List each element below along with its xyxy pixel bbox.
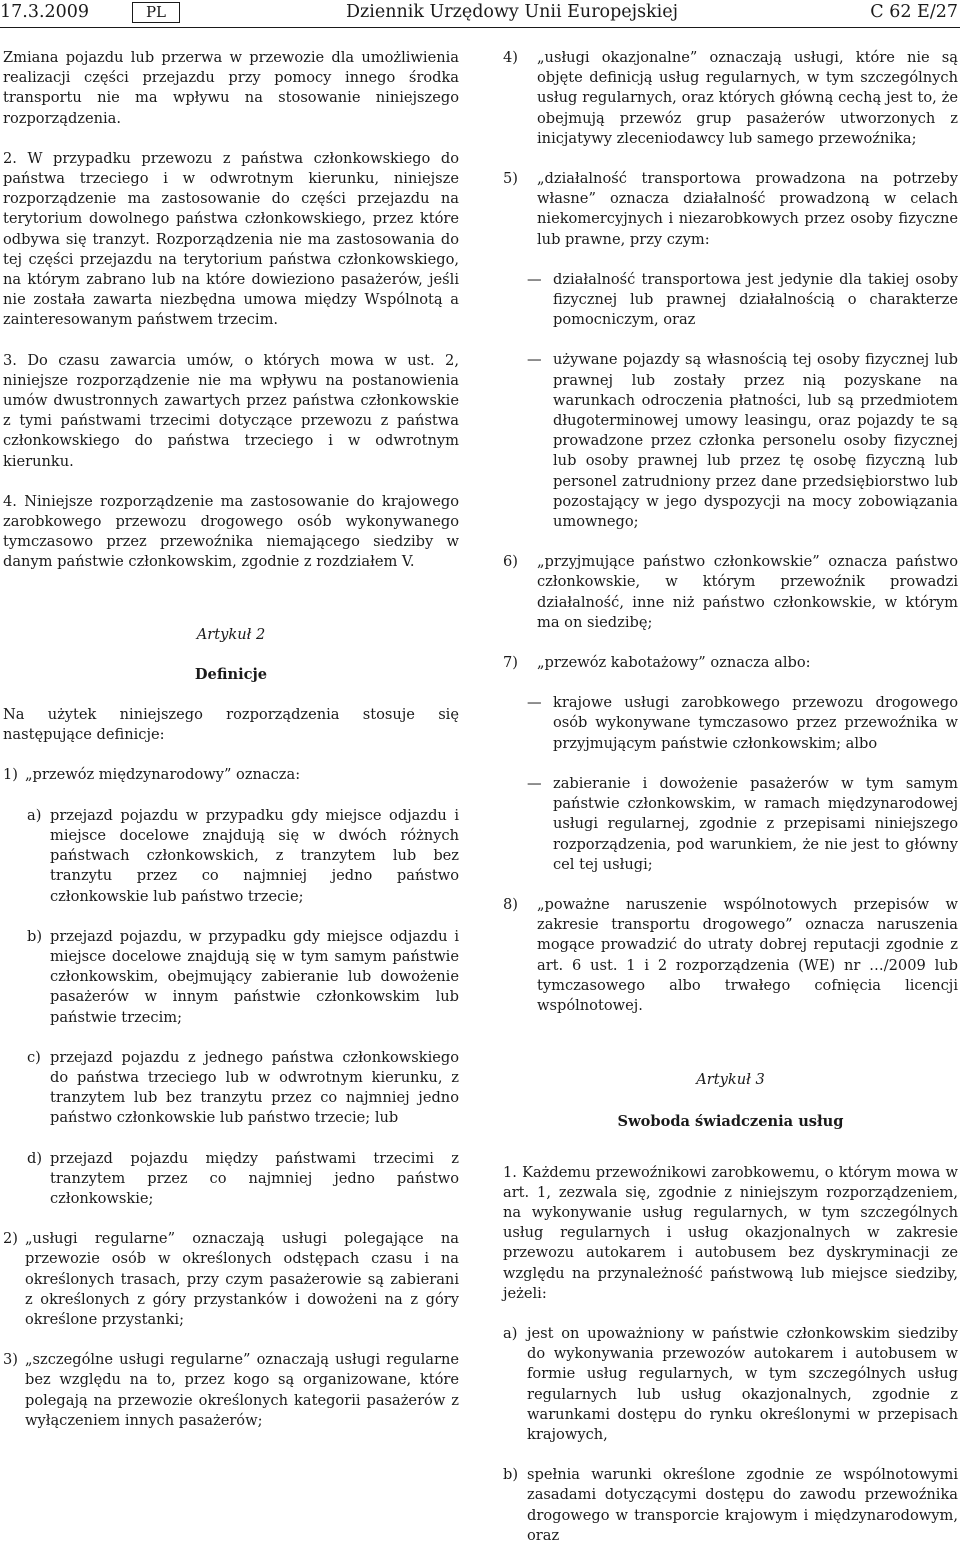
definition-text: „szczególne usługi regularne” oznaczają usługi regularne bez względu na to, przez kogo są organizowane, które polegają na przewozie określonych kategorii pasażerów z wyłączeniem innych pasażerów; bbox=[25, 1351, 459, 1429]
definition-label: 2) bbox=[3, 1230, 18, 1248]
item-label: b) bbox=[503, 1466, 519, 1484]
sub-text: przejazd pojazdu między państwami trzecimi z tranzytem przez co najmniej jedno państwo członkowskie; bbox=[50, 1149, 459, 1207]
right-column bbox=[503, 48, 958, 1546]
article-3-title: Swoboda świadczenia usług bbox=[617, 1113, 844, 1131]
definition-8 bbox=[503, 895, 958, 1016]
journal-number: C 62 E/27 bbox=[870, 2, 958, 22]
definition-text: „usługi regularne” oznaczają usługi polegające na przewozie osób w określonych odstępach czasu i na określonych trasach, przy czym pasażerowie są zabierani z określonych z góry przystanków i dowożeni na z góry określone przystanki; bbox=[25, 1230, 459, 1328]
sub-text: przejazd pojazdu z jednego państwa członkowskiego do państwa trzeciego lub w odwrotnym kierunku, z tranzytem lub bez tranzytu przez co najmniej jedno państwo członkowskie lub państwo trzecie; lub bbox=[50, 1048, 459, 1127]
definition-text: „przewóz kabotażowy” oznacza albo: bbox=[537, 654, 811, 672]
article-3-number: Artykuł 3 bbox=[696, 1071, 765, 1089]
definition-7-dash-2 bbox=[527, 774, 958, 875]
journal-title: Dziennik Urzędowy Unii Europejskiej bbox=[346, 2, 679, 22]
definition-1-sub-a bbox=[27, 806, 459, 907]
definition-1-sub-b bbox=[27, 927, 459, 1028]
definition-text: „działalność transportowa prowadzona na potrzeby własne” oznacza działalność prowadzoną w celach niekomercyjnych i niezarobkowych przez osoby fizyczne lub prawne, przy czym: bbox=[537, 170, 958, 248]
definition-1-sub-d bbox=[27, 1149, 459, 1210]
definition-text: „usługi okazjonalne” oznaczają usługi, które nie są objęte definicją usług regularnych, w tym szczególnych usług regularnych, oraz których główną cechą jest to, że obejmują przewóz grup pasażerów utworzonych z inicjatywy zleceniodawcy lub samego przewoźnika; bbox=[537, 49, 958, 147]
sub-label: a) bbox=[27, 806, 42, 824]
sub-label: b) bbox=[27, 927, 43, 945]
definition-text: „przyjmujące państwo członkowskie” oznacza państwo członkowskie, w którym przewoźnik prowadzi działalność, inne niż państwo członkowskie, w którym ma on siedzibę; bbox=[537, 553, 958, 631]
dash-label: — bbox=[527, 774, 542, 792]
definition-label: 6) bbox=[503, 553, 518, 571]
dash-label: — bbox=[527, 351, 542, 369]
paragraph-4: 4. Niniejsze rozporządzenie ma zastosowanie do krajowego zarobkowego przewozu drogowego osób wykonywanego tymczasowo przez przewoźnika niemającego siedziby w danym państwie członkowskim, zgodnie z rozdziałem V. bbox=[3, 492, 459, 571]
definition-1 bbox=[3, 765, 459, 785]
definition-5-dash-2 bbox=[527, 350, 958, 532]
definition-label: 8) bbox=[503, 895, 518, 913]
article-3-item-a bbox=[503, 1324, 958, 1445]
definition-1-sub-c bbox=[27, 1048, 459, 1129]
language-box: PL bbox=[132, 2, 180, 23]
paragraph-3: 3. Do czasu zawarcia umów, o których mowa w ust. 2, niniejsze rozporządzenie nie ma wpływu na postanowienia umów dwustronnych zawartych przez państwa członkowskie z tymi państwami trzecimi dotyczące przewozu z państwa członkowskiego do państwa trzeciego i w odwrotnym kierunku. bbox=[3, 351, 459, 470]
dash-label: — bbox=[527, 694, 542, 712]
item-text: jest on upoważniony w państwie członkowskim siedziby do wykonywania przewozów autokarem i autobusem w formie usług regularnych, w tym szczególnych usług regularnych lub usług okazjonalnych, zgodnie z warunkami dostępu do rynku określonymi w przepisach krajowych, bbox=[527, 1324, 958, 1443]
item-label: a) bbox=[503, 1324, 518, 1342]
definition-7-dash-1 bbox=[527, 693, 958, 754]
dash-text: zabieranie i dowożenie pasażerów w tym samym państwie członkowskim, w ramach międzynarodowej usługi regularnej, zgodnie z przepisami niniejszego rozporządzenia, pod warunkiem, że nie jest to główny cel tej usługi; bbox=[553, 774, 958, 873]
definitions-lead: Na użytek niniejszego rozporządzenia stosuje się następujące definicje: bbox=[3, 706, 459, 744]
article-3-paragraph-1: 1. Każdemu przewoźnikowi zarobkowemu, o którym mowa w art. 1, zezwala się, zgodnie z niniejszym rozporządzeniem, na wykonywanie usług regularnych, w tym szczególnych usług regularnych i usług okazjonalnych w zakresie przewozu autokarem i autobusem bez dyskryminacji ze względu na przynależność państwową lub miejsce siedziby, jeżeli: bbox=[503, 1163, 958, 1302]
sub-text: przejazd pojazdu w przypadku gdy miejsce odjazdu i miejsce docelowe znajdują się w dwóch różnych państwach członkowskich, z tranzytem lub bez tranzytu przez co najmniej jedno państwo członkowskie lub państwo trzecie; bbox=[50, 806, 459, 905]
article-2-number: Artykuł 2 bbox=[196, 625, 266, 643]
definition-label: 7) bbox=[503, 654, 518, 672]
dash-text: krajowe usługi zarobkowego przewozu drogowego osób wykonywane tymczasowo przez przewoźnika w przyjmującym państwie członkowskim; albo bbox=[553, 694, 958, 752]
article-2-title: Definicje bbox=[194, 665, 268, 683]
intro-paragraph: Zmiana pojazdu lub przerwa w przewozie dla umożliwienia realizacji części przejazdu przy pomocy innego środka transportu nie ma wpływu na stosowanie niniejszego rozporządzenia. bbox=[3, 49, 459, 127]
sub-text: przejazd pojazdu, w przypadku gdy miejsce odjazdu i miejsce docelowe znajdują się w tym samym państwie członkowskim, obejmujący zabieranie lub dowożenie pasażerów w innym państwie członkowskim lub państwie trzecim; bbox=[50, 927, 459, 1026]
page-header bbox=[0, 0, 960, 30]
definition-5 bbox=[503, 169, 958, 250]
left-column bbox=[3, 48, 459, 1431]
header-rule bbox=[0, 27, 960, 28]
dash-text: używane pojazdy są własnością tej osoby fizycznej lub prawnej lub zostały przez nią pozyskane na warunkach odroczenia płatności, lub są przedmiotem długoterminowej umowy leasingu, oraz pojazdy te są prowadzone przez członka personelu osoby fizycznej lub osoby prawnej lub przez tę osobę fizyczną lub personel zatrudniony przez dane przedsiębiorstwo lub pozostający w jego dyspozycji na mocy zobowiązania umownego; bbox=[553, 351, 958, 531]
sub-label: c) bbox=[27, 1048, 41, 1066]
definition-label: 1) bbox=[3, 766, 18, 784]
sub-label: d) bbox=[27, 1149, 43, 1167]
definition-4 bbox=[503, 48, 958, 149]
definition-5-dash-1 bbox=[527, 270, 958, 331]
definition-3 bbox=[3, 1350, 459, 1431]
definition-7 bbox=[503, 653, 958, 673]
definition-text: „przewóz międzynarodowy” oznacza: bbox=[25, 766, 301, 784]
definition-label: 4) bbox=[503, 49, 518, 66]
definition-label: 5) bbox=[503, 170, 518, 188]
dash-text: działalność transportowa jest jedynie dla takiej osoby fizycznej lub prawnej działalnością o charakterze pomocniczym, oraz bbox=[553, 270, 958, 329]
definition-6 bbox=[503, 552, 958, 633]
dash-label: — bbox=[527, 270, 542, 288]
definition-label: 3) bbox=[3, 1351, 18, 1369]
article-3-item-b bbox=[503, 1465, 958, 1546]
item-text: spełnia warunki określone zgodnie ze wspólnotowymi zasadami dotyczącymi dostępu do zawodu przewoźnika drogowego w transporcie krajowym i międzynarodowym, oraz bbox=[527, 1466, 958, 1544]
publication-date: 17.3.2009 bbox=[0, 2, 90, 22]
definition-text: „poważne naruszenie wspólnotowych przepisów w zakresie transportu drogowego” oznacza naruszenia mogące prowadzić do utraty dobrej reputacji zgodnie z art. 6 ust. 1 i 2 rozporządzenia (WE) nr …/2009 lub tymczasowego albo trwałego cofnięcia licencji wspólnotowej. bbox=[537, 895, 958, 1014]
paragraph-2: 2. W przypadku przewozu z państwa członkowskiego do państwa trzeciego i w odwrotnym kierunku, niniejsze rozporządzenie ma zastosowanie do części przejazdu na terytorium dowolnego państwa członkowskiego, przez które odbywa się tranzyt. Rozporządzenia nie ma zastosowania do tej części przejazdu na terytorium państwa członkowskiego, na którym zabrano lub na które dowieziono pasażerów, jeśli nie została zawarta niezbędna umowa między Wspólnotą a zainteresowanym państwem trzecim. bbox=[3, 149, 459, 329]
definition-2 bbox=[3, 1229, 459, 1330]
